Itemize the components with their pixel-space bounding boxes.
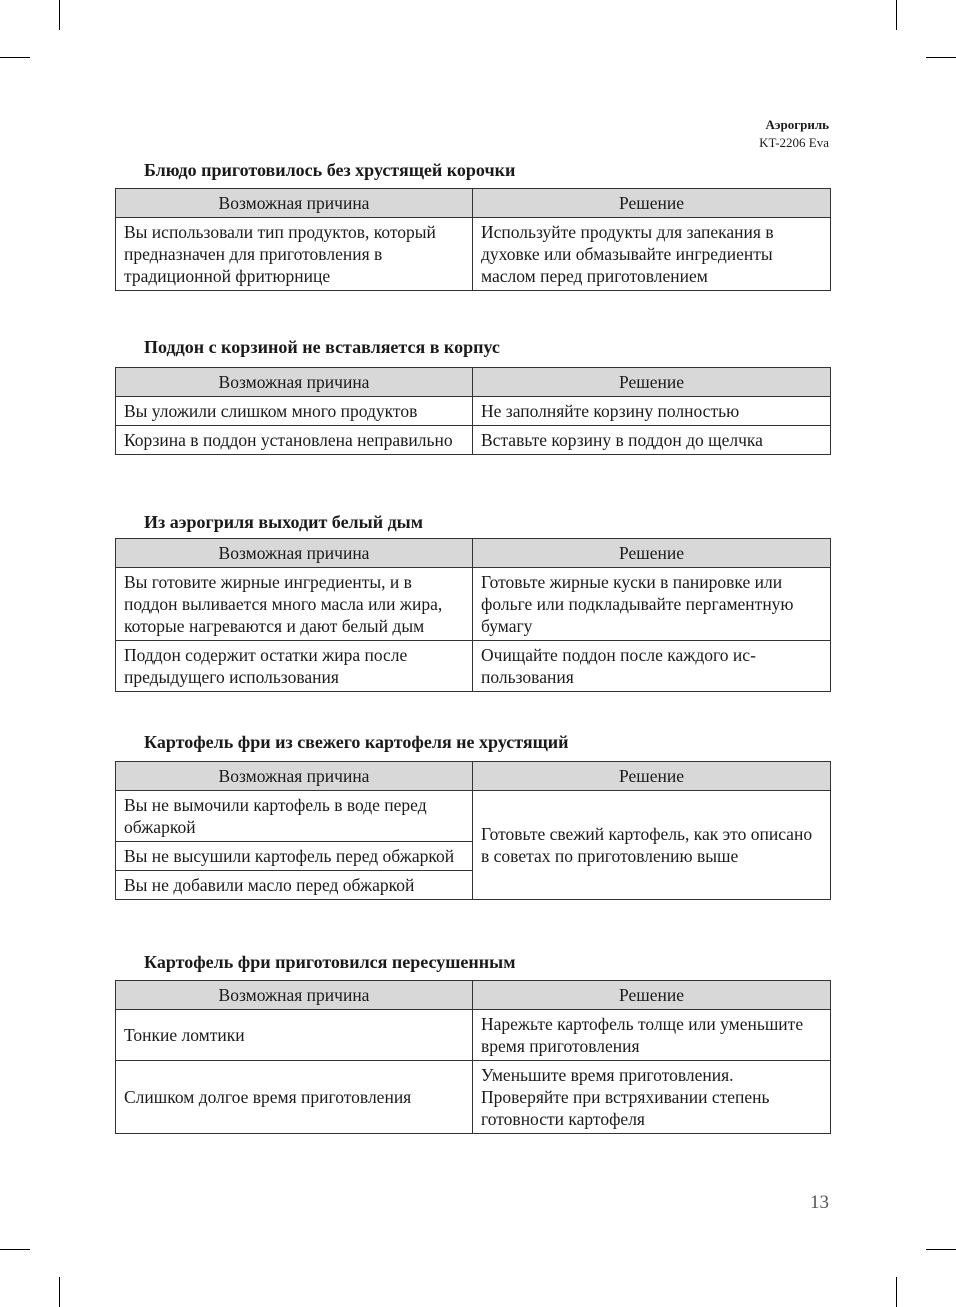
header-brand: Аэрогриль (765, 117, 829, 132)
table-row (116, 218, 831, 291)
cause-cell: Вы использовали тип продуктов, который предназначен для приготовления в традиционной фритюрнице (116, 218, 473, 291)
page-number: 13 (810, 1192, 829, 1213)
crop-mark (0, 1249, 30, 1250)
cause-cell: Вы не вымочили картофель в воде перед обжаркой (116, 791, 473, 842)
crop-mark (896, 1277, 897, 1307)
troubleshooting-table (115, 538, 831, 692)
crop-mark (59, 0, 60, 30)
table-row (116, 791, 831, 842)
crop-mark (896, 0, 897, 30)
cause-cell: Корзина в поддон установлена неправильно (116, 426, 473, 455)
crop-mark (926, 57, 956, 58)
cause-header: Возможная причина (116, 539, 473, 568)
table-row (116, 641, 831, 692)
table-row (116, 397, 831, 426)
table-row (116, 568, 831, 641)
table-header-row (116, 981, 831, 1010)
cause-cell: Вы готовите жирные ингредиенты, и в поддон выливается много масла или жира, которые нагреваются и дают белый дым (116, 568, 473, 641)
solution-cell: Уменьшите время приготовления. Проверяйте при встряхивании степень готовности картофеля (473, 1061, 831, 1134)
running-header (759, 116, 829, 152)
header-model: KT-2206 Eva (759, 135, 829, 150)
crop-mark (0, 57, 30, 58)
crop-mark (59, 1277, 60, 1307)
cause-cell: Поддон содержит остатки жира после предыдущего использования (116, 641, 473, 692)
cause-cell: Тонкие ломтики (116, 1010, 473, 1061)
cause-header: Возможная причина (116, 189, 473, 218)
table-header-row (116, 189, 831, 218)
solution-cell: Готовьте свежий картофель, как это описано в советах по приготовлению выше (473, 791, 831, 900)
section-title: Картофель фри приготовился пересушенным (144, 952, 516, 972)
table-row (116, 1061, 831, 1134)
solution-cell: Нарежьте картофель толще или уменьшите время приготовления (473, 1010, 831, 1061)
solution-cell: Готовьте жирные куски в панировке или фольге или подкладывайте пергаментную бумагу (473, 568, 831, 641)
cause-cell: Вы уложили слишком много продуктов (116, 397, 473, 426)
cause-cell: Слишком долгое время приготовления (116, 1061, 473, 1134)
cause-header: Возможная причина (116, 368, 473, 397)
troubleshooting-table (115, 188, 831, 291)
table-header-row (116, 539, 831, 568)
section-title: Поддон с корзиной не вставляется в корпус (144, 337, 500, 357)
solution-header: Решение (473, 762, 831, 791)
table-row (116, 426, 831, 455)
solution-cell: Не заполняйте корзину полностью (473, 397, 831, 426)
table-header-row (116, 368, 831, 397)
troubleshooting-table (115, 367, 831, 455)
solution-cell: Используйте продукты для запекания в духовке или обмазывайте ингредиенты маслом перед приготовлением (473, 218, 831, 291)
table-header-row (116, 762, 831, 791)
cause-cell: Вы не высушили картофель перед обжаркой (116, 842, 473, 871)
solution-header: Решение (473, 539, 831, 568)
troubleshooting-table (115, 761, 831, 900)
solution-cell: Вставьте корзину в поддон до щелчка (473, 426, 831, 455)
troubleshooting-table (115, 980, 831, 1134)
crop-mark (926, 1249, 956, 1250)
solution-header: Решение (473, 189, 831, 218)
cause-cell: Вы не добавили масло перед обжаркой (116, 871, 473, 900)
cause-header: Возможная причина (116, 762, 473, 791)
table-row (116, 1010, 831, 1061)
solution-cell: Очищайте поддон после каждого использования (473, 641, 831, 692)
cause-header: Возможная причина (116, 981, 473, 1010)
section-title: Из аэрогриля выходит белый дым (144, 512, 423, 532)
section-title: Блюдо приготовилось без хрустящей корочки (144, 160, 516, 180)
section-title: Картофель фри из свежего картофеля не хрустящий (144, 732, 569, 752)
solution-header: Решение (473, 981, 831, 1010)
solution-header: Решение (473, 368, 831, 397)
